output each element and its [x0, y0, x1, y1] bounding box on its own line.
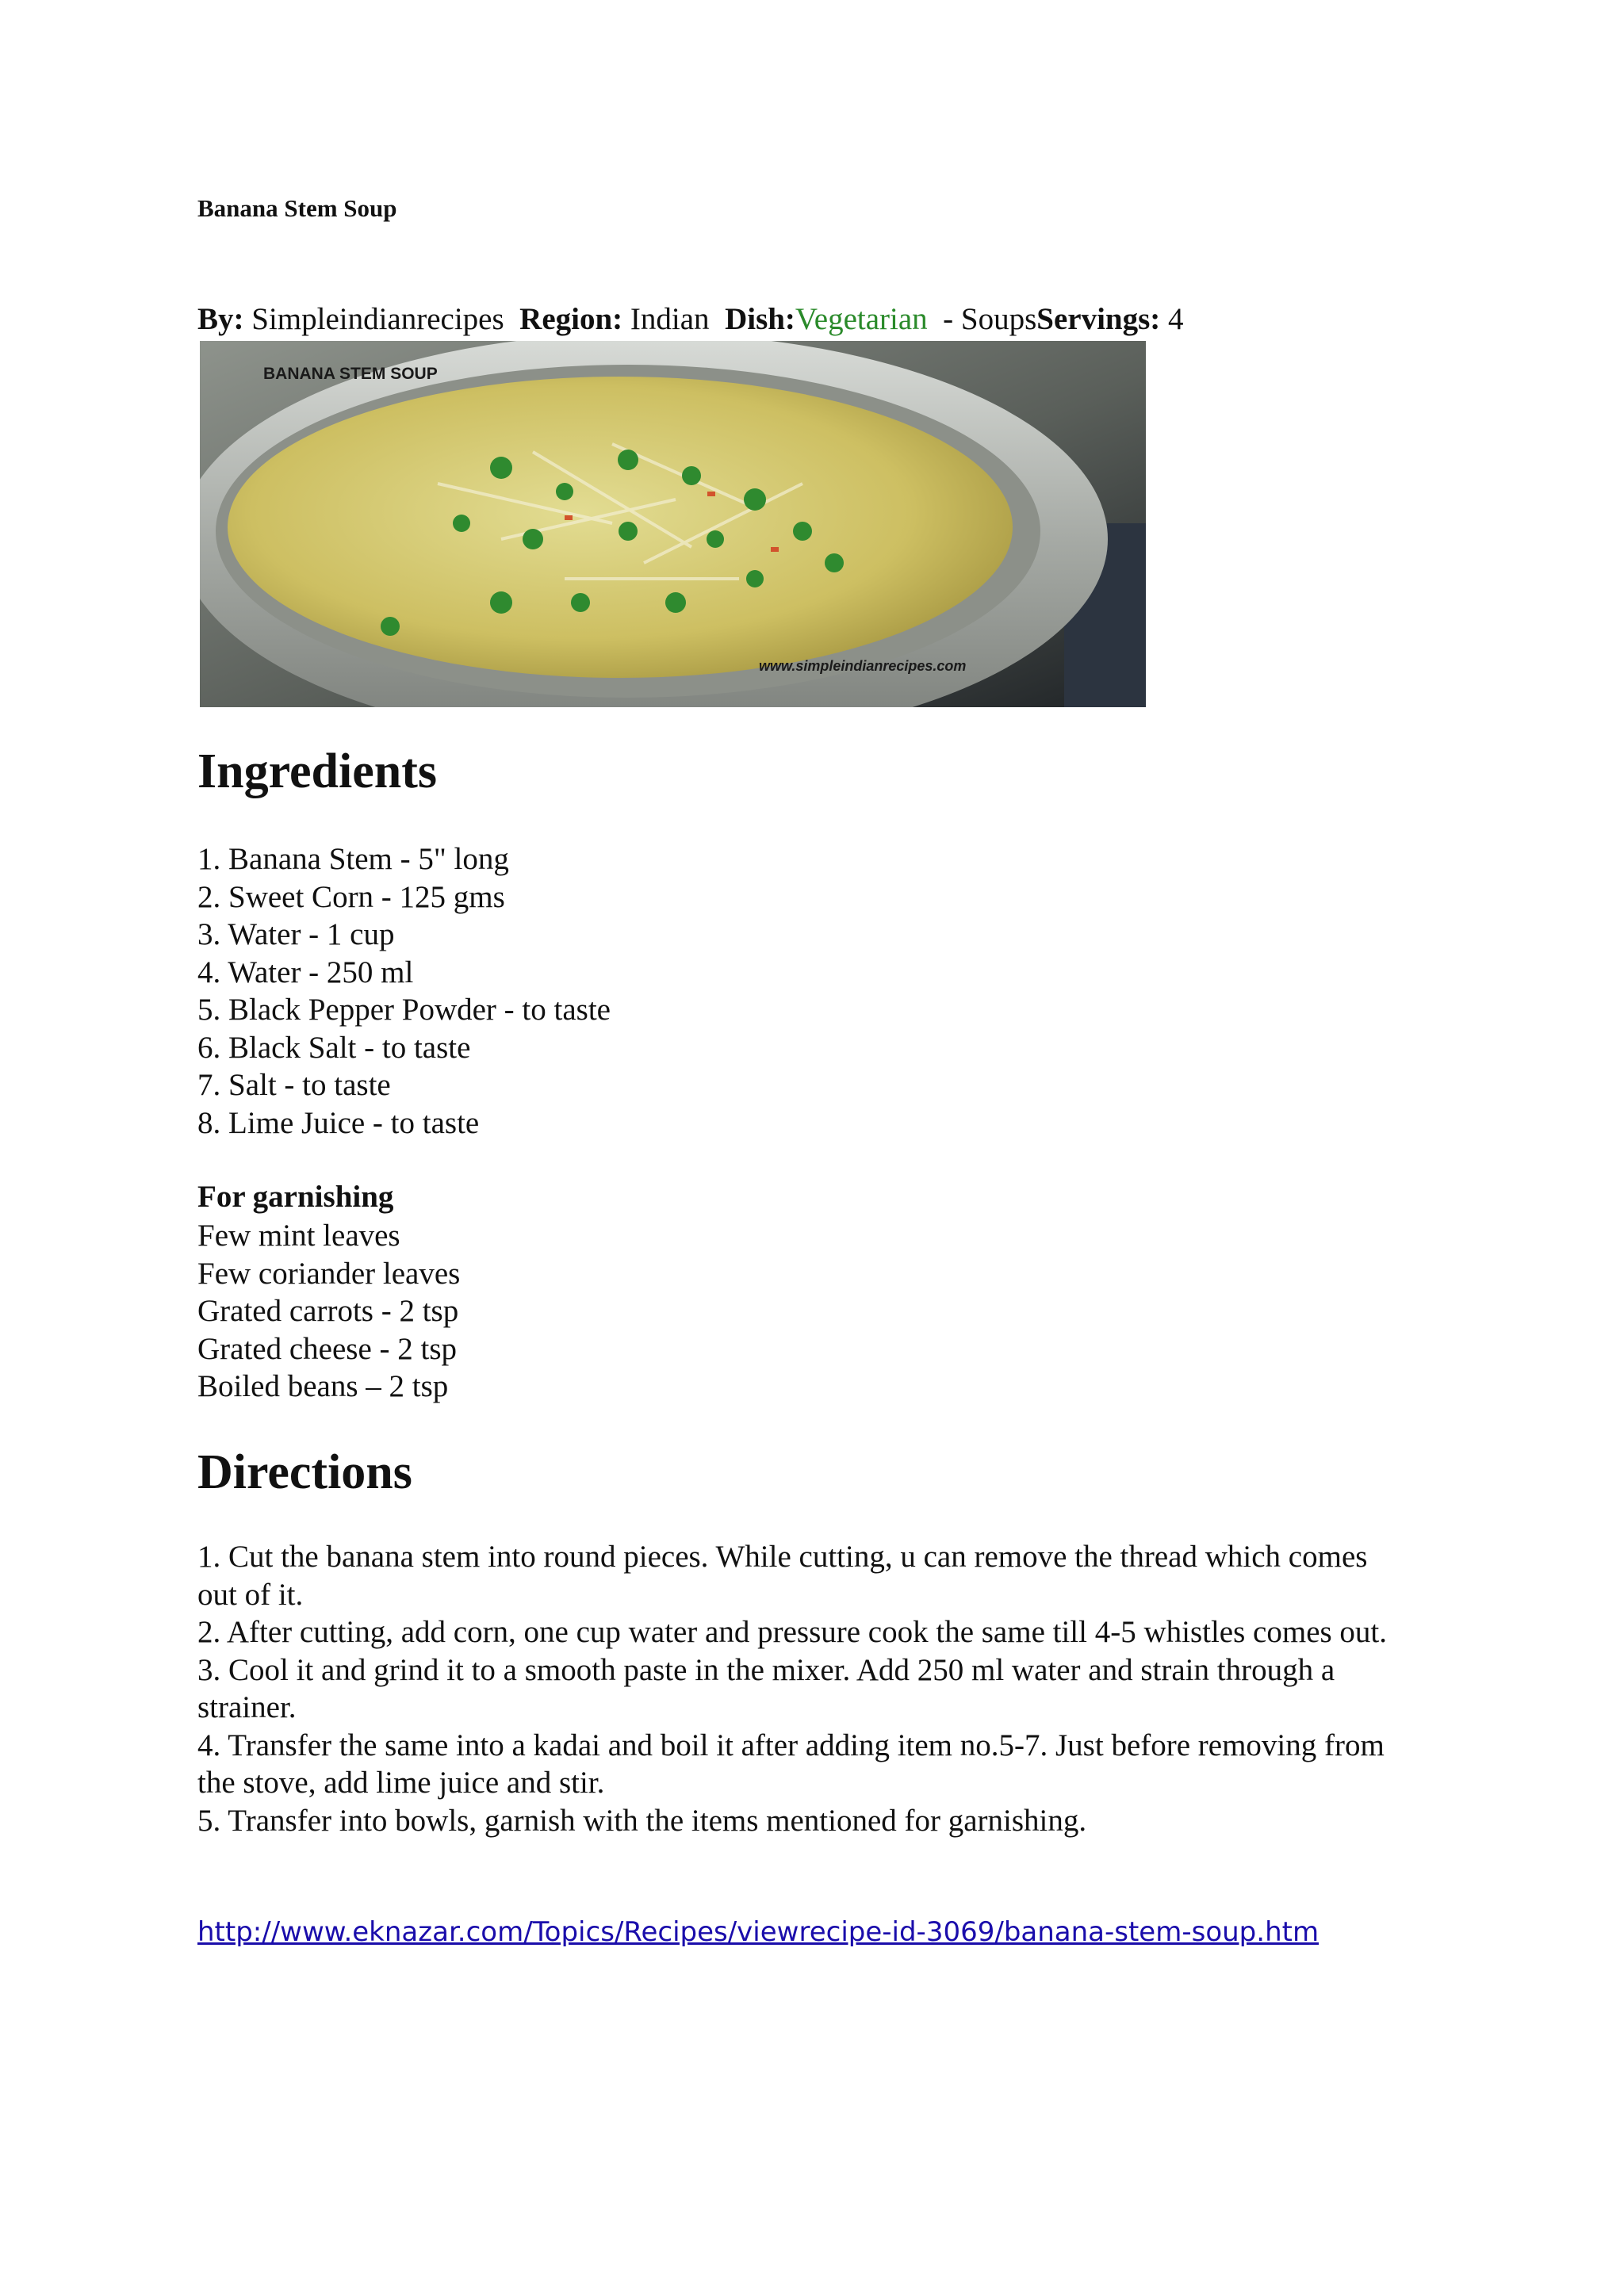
garnish-list — [197, 1217, 460, 1406]
region: Indian — [630, 302, 710, 336]
photo-caption: BANANA STEM SOUP — [263, 365, 438, 383]
direction-step: 3. Cool it and grind it to a smooth paste in the mixer. Add 250 ml water and strain through a strainer. — [197, 1652, 1335, 1724]
servings-label: Servings: — [1036, 302, 1161, 336]
direction-step: 2. After cutting, add corn, one cup water and pressure cook the same till 4-5 whistles comes out. — [197, 1615, 1388, 1649]
soup-photo — [200, 341, 1146, 707]
author: Simpleindianrecipes — [251, 302, 504, 336]
list-item: 3. Water - 1 cup — [197, 917, 395, 951]
by-label: By: — [197, 302, 244, 336]
page-title: Banana Stem Soup — [197, 194, 397, 222]
region-label: Region: — [519, 302, 623, 336]
list-item: 5. Black Pepper Powder - to taste — [197, 993, 611, 1027]
list-item: 2. Sweet Corn - 125 gms — [197, 879, 505, 914]
dish-label: Dish: — [725, 302, 795, 336]
list-item: 1. Banana Stem - 5" long — [197, 842, 509, 876]
list-item: Few coriander leaves — [197, 1256, 461, 1291]
dish-type: Vegetarian — [795, 302, 928, 336]
list-item: 4. Water - 250 ml — [197, 955, 414, 989]
list-item: Boiled beans – 2 tsp — [197, 1369, 449, 1403]
ingredients-heading: Ingredients — [197, 744, 438, 798]
direction-step: 5. Transfer into bowls, garnish with the items mentioned for garnishing. — [197, 1803, 1087, 1838]
list-item: 6. Black Salt - to taste — [197, 1030, 471, 1065]
list-item: 8. Lime Juice - to taste — [197, 1105, 480, 1140]
directions-list — [197, 1538, 1411, 1839]
servings: 4 — [1168, 302, 1184, 336]
directions-heading: Directions — [197, 1445, 412, 1499]
list-item: Few mint leaves — [197, 1219, 400, 1253]
photo-watermark: www.simpleindianrecipes.com — [759, 658, 967, 674]
list-item: Grated carrots - 2 tsp — [197, 1294, 459, 1328]
direction-step: 4. Transfer the same into a kadai and boil it after adding item no.5-7. Just before removing from the stove, add lime juice and stir. — [197, 1728, 1385, 1800]
dish-category: - Soups — [935, 302, 1037, 336]
list-item: Grated cheese - 2 tsp — [197, 1331, 458, 1366]
ingredients-list — [197, 840, 611, 1142]
direction-step: 1. Cut the banana stem into round pieces. While cutting, u can remove the thread which comes out of it. — [197, 1540, 1368, 1612]
recipe-meta — [197, 301, 1184, 337]
source-link[interactable]: http://www.eknazar.com/Topics/Recipes/viewrecipe-id-3069/banana-stem-soup.htm — [197, 1916, 1320, 1948]
list-item: 7. Salt - to taste — [197, 1068, 391, 1102]
garnish-heading: For garnishing — [197, 1180, 394, 1214]
